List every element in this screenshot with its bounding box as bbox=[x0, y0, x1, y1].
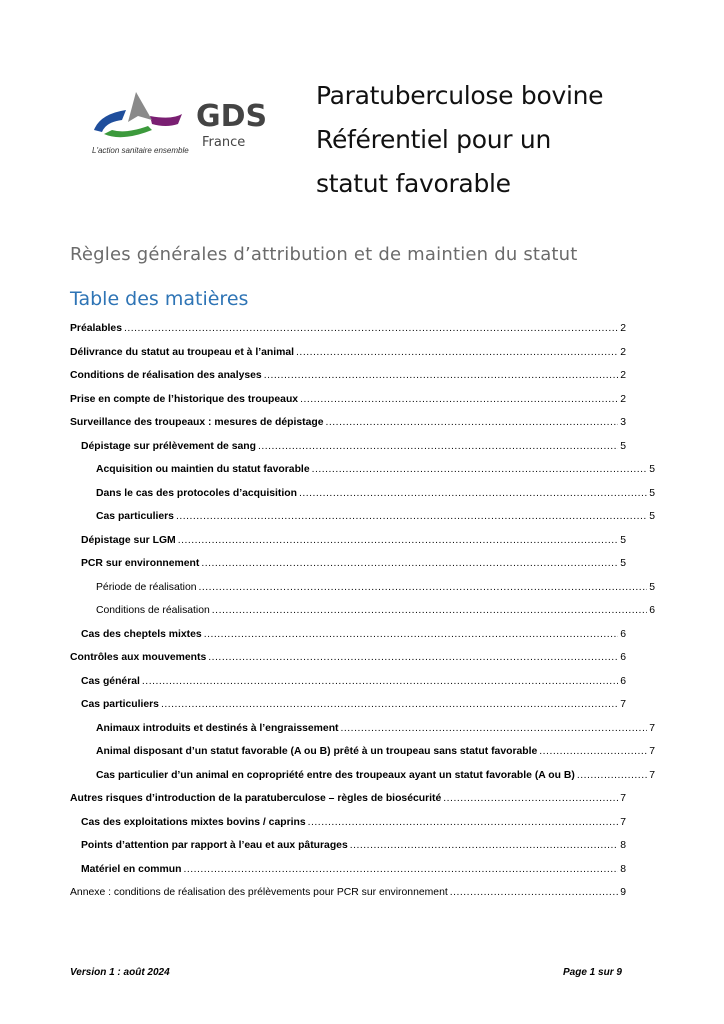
toc-entry[interactable]: Animal disposant d’un statut favorable (A ou B) prêté à un troupeau sans statut favorable ..... 7 bbox=[70, 740, 655, 764]
footer-page-number: Page 1 sur 9 bbox=[563, 967, 622, 978]
toc-entry[interactable]: Conditions de réalisation des analyses ..... 2 bbox=[70, 364, 626, 388]
toc-entry[interactable]: Période de réalisation ..... 5 bbox=[70, 576, 655, 600]
toc-entry[interactable]: Matériel en commun ..... 8 bbox=[70, 858, 626, 882]
toc-entry[interactable]: Contrôles aux mouvements ..... 6 bbox=[70, 646, 626, 670]
gds-logo-mark bbox=[92, 90, 287, 150]
document-title bbox=[316, 74, 696, 206]
toc-entry[interactable]: Cas particulier d’un animal en copropriété entre des troupeaux ayant un statut favorable (A ou B) ..... 7 bbox=[70, 764, 655, 788]
toc-entry[interactable]: Cas général ..... 6 bbox=[70, 670, 626, 694]
table-of-contents bbox=[70, 317, 660, 905]
toc-entry[interactable]: Annexe : conditions de réalisation des prélèvements pour PCR sur environnement ..... 9 bbox=[70, 881, 626, 905]
toc-entry[interactable]: Dépistage sur prélèvement de sang ..... 5 bbox=[70, 435, 626, 459]
toc-entry[interactable]: Préalables ..... 2 bbox=[70, 317, 626, 341]
logo-tagline: L'action sanitaire ensemble bbox=[92, 146, 189, 155]
logo-brand-text: GDS bbox=[196, 99, 268, 134]
document-subtitle: Règles générales d’attribution et de maintien du statut bbox=[70, 244, 578, 265]
toc-entry[interactable]: Cas particuliers ..... 7 bbox=[70, 693, 626, 717]
toc-entry[interactable]: PCR sur environnement ..... 5 bbox=[70, 552, 626, 576]
title-line-3: statut favorable bbox=[316, 169, 511, 198]
toc-entry[interactable]: Conditions de réalisation ..... 6 bbox=[70, 599, 655, 623]
toc-entry[interactable]: Acquisition ou maintien du statut favorable ..... 5 bbox=[70, 458, 655, 482]
toc-entry[interactable]: Dépistage sur LGM ..... 5 bbox=[70, 529, 626, 553]
toc-entry[interactable]: Prise en compte de l’historique des troupeaux ..... 2 bbox=[70, 388, 626, 412]
title-line-2: Référentiel pour un bbox=[316, 125, 552, 154]
toc-entry[interactable]: Points d’attention par rapport à l’eau et aux pâturages ..... 8 bbox=[70, 834, 626, 858]
logo-sub-text: France bbox=[202, 135, 246, 150]
toc-entry[interactable]: Cas particuliers ..... 5 bbox=[70, 505, 655, 529]
toc-entry[interactable]: Surveillance des troupeaux : mesures de dépistage ..... 3 bbox=[70, 411, 626, 435]
footer-version: Version 1 : août 2024 bbox=[70, 967, 170, 978]
toc-entry[interactable]: Cas des cheptels mixtes ..... 6 bbox=[70, 623, 626, 647]
toc-entry[interactable]: Dans le cas des protocoles d’acquisition ..... 5 bbox=[70, 482, 655, 506]
toc-heading: Table des matières bbox=[70, 288, 249, 310]
toc-entry[interactable]: Autres risques d’introduction de la paratuberculose – règles de biosécurité ..... 7 bbox=[70, 787, 626, 811]
toc-entry[interactable]: Animaux introduits et destinés à l’engraissement ..... 7 bbox=[70, 717, 655, 741]
toc-entry[interactable]: Cas des exploitations mixtes bovins / caprins ..... 7 bbox=[70, 811, 626, 835]
toc-entry[interactable]: Délivrance du statut au troupeau et à l’animal ..... 2 bbox=[70, 341, 626, 365]
title-line-1: Paratuberculose bovine bbox=[316, 81, 604, 110]
